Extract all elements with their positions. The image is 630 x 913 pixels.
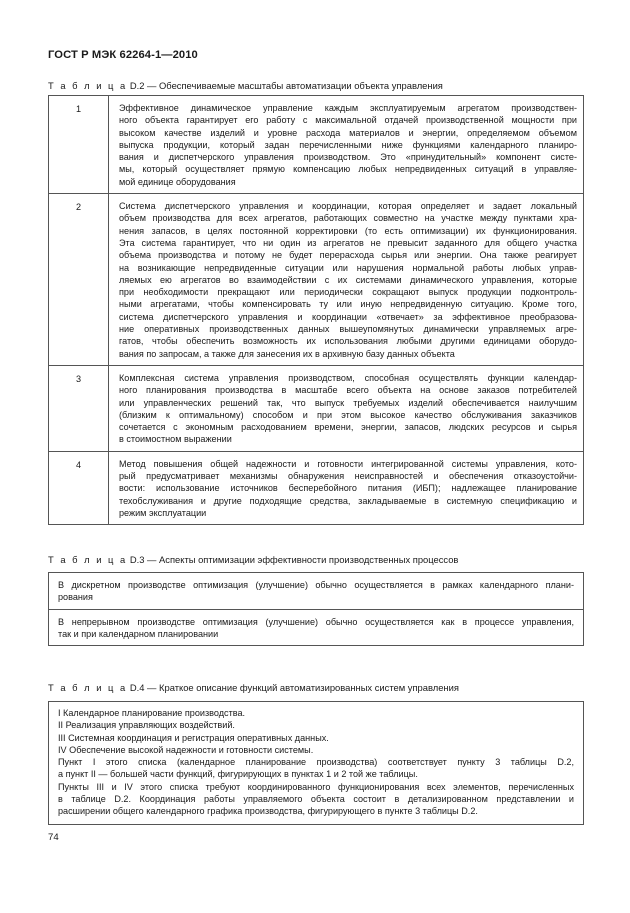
table-row bbox=[49, 96, 584, 194]
text-line: вости: использование источников бесперебойного питания (ИБП); надлежащее планирование bbox=[119, 483, 577, 494]
text-line: на возникающие непредвиденные ситуации или нарушения нормальной работы любых управ- bbox=[119, 262, 577, 273]
text-line: мой единице оборудования bbox=[119, 176, 236, 187]
text-line: техобслуживания и другие подходящие средства, закладываемые в системную спецификацию и bbox=[119, 495, 577, 506]
text-line: вания и диспетчерского управления производством. Это «принудительный» компонент систе- bbox=[119, 152, 577, 163]
text-line: В непрерывном производстве оптимизация (улучшение) обычно осуществляется как в процессе управления, bbox=[58, 616, 574, 627]
row-number: 3 bbox=[49, 365, 109, 451]
table-d2-caption bbox=[48, 80, 443, 91]
table-d2 bbox=[48, 95, 584, 525]
text-line: ние оперативных производственных данных вышеупомянутых динамически управляемых агре- bbox=[119, 324, 577, 335]
text-line: ными агрегатами, чтобы компенсировать ту или иную непредвиденную ситуацию. Кроме того, bbox=[119, 299, 577, 310]
text-line: высоком качестве изделий и уровне расхода материалов и энергии, определяемом объемом bbox=[119, 127, 577, 138]
row-description bbox=[109, 194, 584, 366]
text-line: так и при календарном планировании bbox=[58, 628, 219, 639]
text-line: ного объекта гарантирует его работу с максимальной отдачей производственной мощности при bbox=[119, 115, 577, 126]
table-row bbox=[49, 365, 584, 451]
table-d4-caption bbox=[48, 682, 459, 693]
text-line: I Календарное планирование производства. bbox=[58, 708, 246, 718]
table-d2-caption-text: D.2 — Обеспечиваемые масштабы автоматизации объекта управления bbox=[129, 80, 443, 91]
text-line: выпуска продукции, который задан перечисленными ниже функциями календарного планиро- bbox=[119, 139, 577, 150]
text-line: расширении общего календарного графика производства, фигурирующего в пункте 3 таблицы D.2. bbox=[58, 806, 478, 817]
table-d3-caption-text: D.3 — Аспекты оптимизации эффективности производственных процессов bbox=[129, 554, 459, 565]
text-line: Комплексная система управления производством, способная осуществлять функции календар- bbox=[119, 372, 577, 383]
text-line: В дискретном производстве оптимизация (улучшение) обычно осуществляется в рамках календарного плани- bbox=[58, 580, 574, 590]
text-line: в таблице D.2. Координация работы управляемого объекта состоит в детализированном представлении и bbox=[58, 794, 574, 805]
row-number: 2 bbox=[49, 194, 109, 366]
text-line: (близким к оптимальному) способом и при этом высокое качество обслуживания заказчиков bbox=[119, 409, 577, 420]
row-description bbox=[109, 451, 584, 524]
text-line: режим эксплуатации bbox=[119, 507, 207, 518]
text-line: сочетается с экономным расходованием времени, энергии, запасов, людских ресурсов и сырья bbox=[119, 422, 577, 433]
text-line: объема производства и потому не будет перерасхода сырья или энергии. Она также реагирует bbox=[119, 250, 577, 261]
table-d3-caption-prefix: Т а б л и ц а bbox=[48, 554, 128, 565]
text-line: мы, который осуществляет прямую компенсацию любых непредвиденных ситуаций в управляе- bbox=[119, 164, 577, 175]
row-description bbox=[109, 365, 584, 451]
text-line: III Системная координация и регистрация оперативных данных. bbox=[58, 732, 329, 743]
table-row bbox=[49, 451, 584, 524]
row-number: 4 bbox=[49, 451, 109, 524]
text-line: ного планирования производства в масштабе всего объекта на основе заказов потребителей bbox=[119, 385, 577, 396]
table-row bbox=[49, 573, 583, 609]
table-d4-caption-prefix: Т а б л и ц а bbox=[48, 682, 128, 693]
text-line: в стоимостном выражении bbox=[119, 434, 232, 445]
text-line: система диспетчерского управления и координации «отвечает» за эффективное преобразова- bbox=[119, 311, 577, 322]
text-line: II Реализация управляющих воздействий. bbox=[58, 720, 235, 731]
text-line: Эффективное динамическое управление каждым эксплуатируемым агрегатом производствен- bbox=[119, 103, 577, 113]
text-line: нения запасов, в целях постоянной корректировки (то есть оптимизации) их функционирования. bbox=[119, 225, 577, 236]
table-d4-caption-text: D.4 — Краткое описание функций автоматизированных систем управления bbox=[129, 682, 459, 693]
text-line: Пункт I этого списка (календарное планирование производства) соответствует пункту 3 таблицы D.2, bbox=[58, 757, 574, 768]
text-line: IV Обеспечение высокой надежности и готовности системы. bbox=[58, 744, 314, 755]
table-d2-caption-prefix: Т а б л и ц а bbox=[48, 80, 128, 91]
text-line: или управленческих решений так, что выпуск требуемых изделий обеспечивается наилучшим bbox=[119, 397, 577, 408]
table-row bbox=[49, 194, 584, 366]
table-d3-caption bbox=[48, 554, 458, 565]
row-number: 1 bbox=[49, 96, 109, 194]
text-line: рый предусматривает механизмы обнаружения неисправностей и обеспечения отказоустойчи- bbox=[119, 471, 577, 482]
text-line: Эта система гарантирует, что ни один из агрегатов не превысит заданного для общего участка bbox=[119, 237, 577, 248]
table-d3 bbox=[48, 572, 584, 646]
document-header: ГОСТ Р МЭК 62264-1—2010 bbox=[48, 49, 198, 61]
text-line: Система диспетчерского управления и координации, которая определяет и задает локальный bbox=[119, 201, 577, 212]
text-line: Метод повышения общей надежности и готовности интегрированной системы управления, кото- bbox=[119, 458, 577, 469]
text-line: рования bbox=[58, 592, 93, 603]
text-line: ляемых ею агрегатов во взаимодействии с их системами динамического управления, которые bbox=[119, 274, 577, 285]
table-row bbox=[49, 609, 583, 646]
page-number: 74 bbox=[48, 832, 59, 843]
text-line: а пункт II — большей части функций, фигурирующих в пунктах 1 и 2 той же таблицы. bbox=[58, 769, 418, 780]
text-line: при необходимости прекращают или периодически сокращают выпуск продукции подконтроль- bbox=[119, 287, 577, 298]
row-description bbox=[109, 96, 584, 194]
text-line: Пункты III и IV этого списка требуют координированного функционирования всех элементов, перечисленных bbox=[58, 781, 574, 792]
text-line: гатов, чтобы обеспечить возможность их использования любыми другими единицами оборудо- bbox=[119, 336, 577, 347]
text-line: объем производства для всех агрегатов, работающих совместно на участке между пунктами хра- bbox=[119, 213, 577, 224]
table-d4 bbox=[48, 701, 584, 825]
text-line: вания по запросам, а также для занесения их в архивную базу данных объекта bbox=[119, 348, 455, 359]
